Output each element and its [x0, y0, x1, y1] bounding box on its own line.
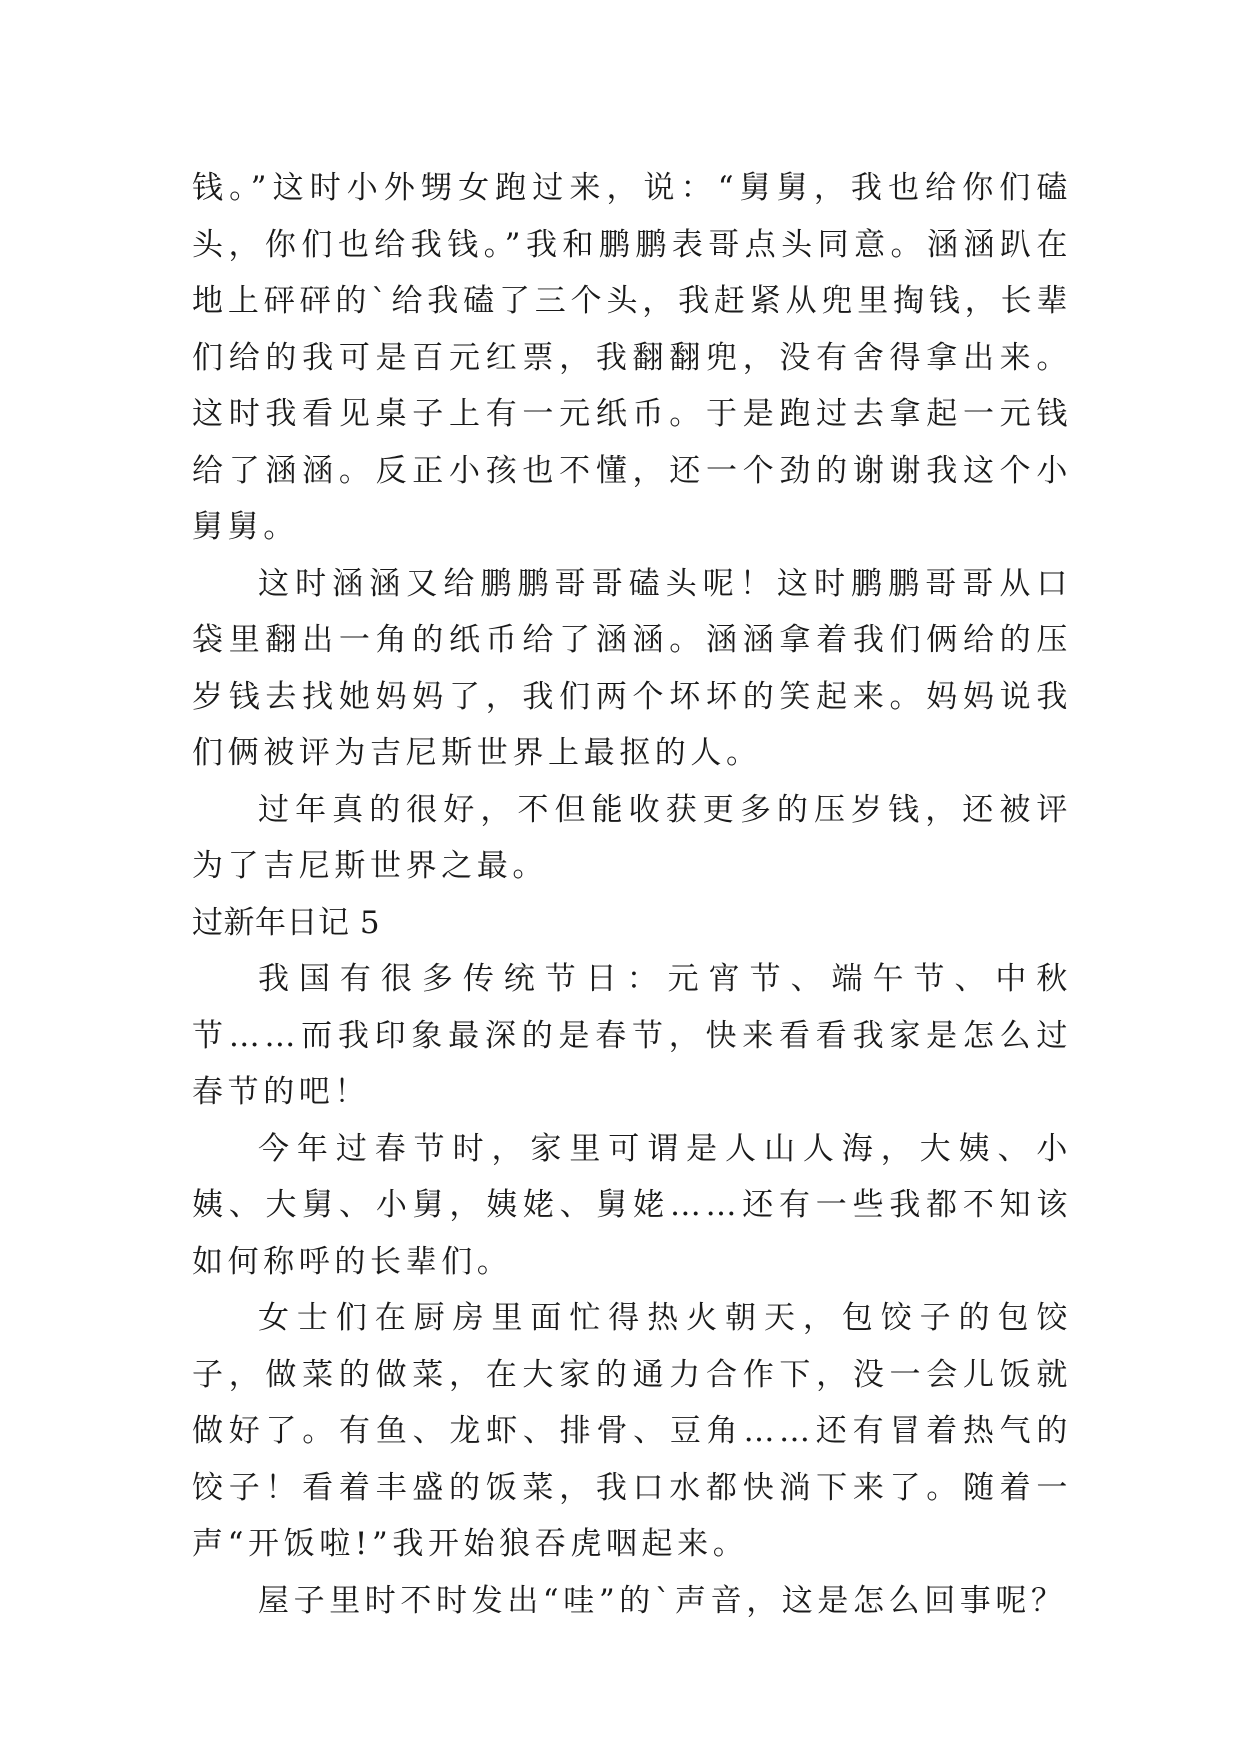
paragraph: 今年过春节时，家里可谓是人山人海，大姨、小姨、大舅、小舅，姨姥、舅姥……还有一些我都不知该如何称呼的长辈们。 [192, 1130, 1072, 1280]
document-body [192, 160, 1072, 1629]
paragraph: 女士们在厨房里面忙得热火朝天，包饺子的包饺子，做菜的做菜，在大家的通力合作下，没一会儿饭就做好了。有鱼、龙虾、排骨、豆角……还有冒着热气的饺子！看着丰盛的饭菜，我口水都快淌下来了。随着一声“开饭啦!”我开始狼吞虎咽起来。 [192, 1300, 1072, 1562]
paragraph-continuation: 钱。”这时小外甥女跑过来，说：“舅舅，我也给你们磕头，你们也给我钱。”我和鹏鹏表哥点头同意。涵涵趴在地上砰砰的`给我磕了三个头，我赶紧从兜里掏钱，长辈们给的我可是百元红票，我翻翻兜，没有舍得拿出来。这时我看见桌子上有一元纸币。于是跑过去拿起一元钱给了涵涵。反正小孩也不懂，还一个劲的谢谢我这个小舅舅。 [192, 170, 1072, 545]
paragraph: 过年真的很好，不但能收获更多的压岁钱，还被评为了吉尼斯世界之最。 [192, 791, 1072, 884]
paragraph: 这时涵涵又给鹏鹏哥哥磕头呢！这时鹏鹏哥哥从口袋里翻出一角的纸币给了涵涵。涵涵拿着我们俩给的压岁钱去找她妈妈了，我们两个坏坏的笑起来。妈妈说我们俩被评为吉尼斯世界上最抠的人。 [192, 565, 1072, 771]
paragraph: 屋子里时不时发出“哇”的`声音，这是怎么回事呢？ [258, 1582, 1067, 1619]
section-heading: 过新年日记 5 [192, 904, 381, 941]
paragraph: 我国有很多传统节日：元宵节、端午节、中秋节……而我印象最深的是春节，快来看看我家是怎么过春节的吧！ [192, 961, 1072, 1110]
